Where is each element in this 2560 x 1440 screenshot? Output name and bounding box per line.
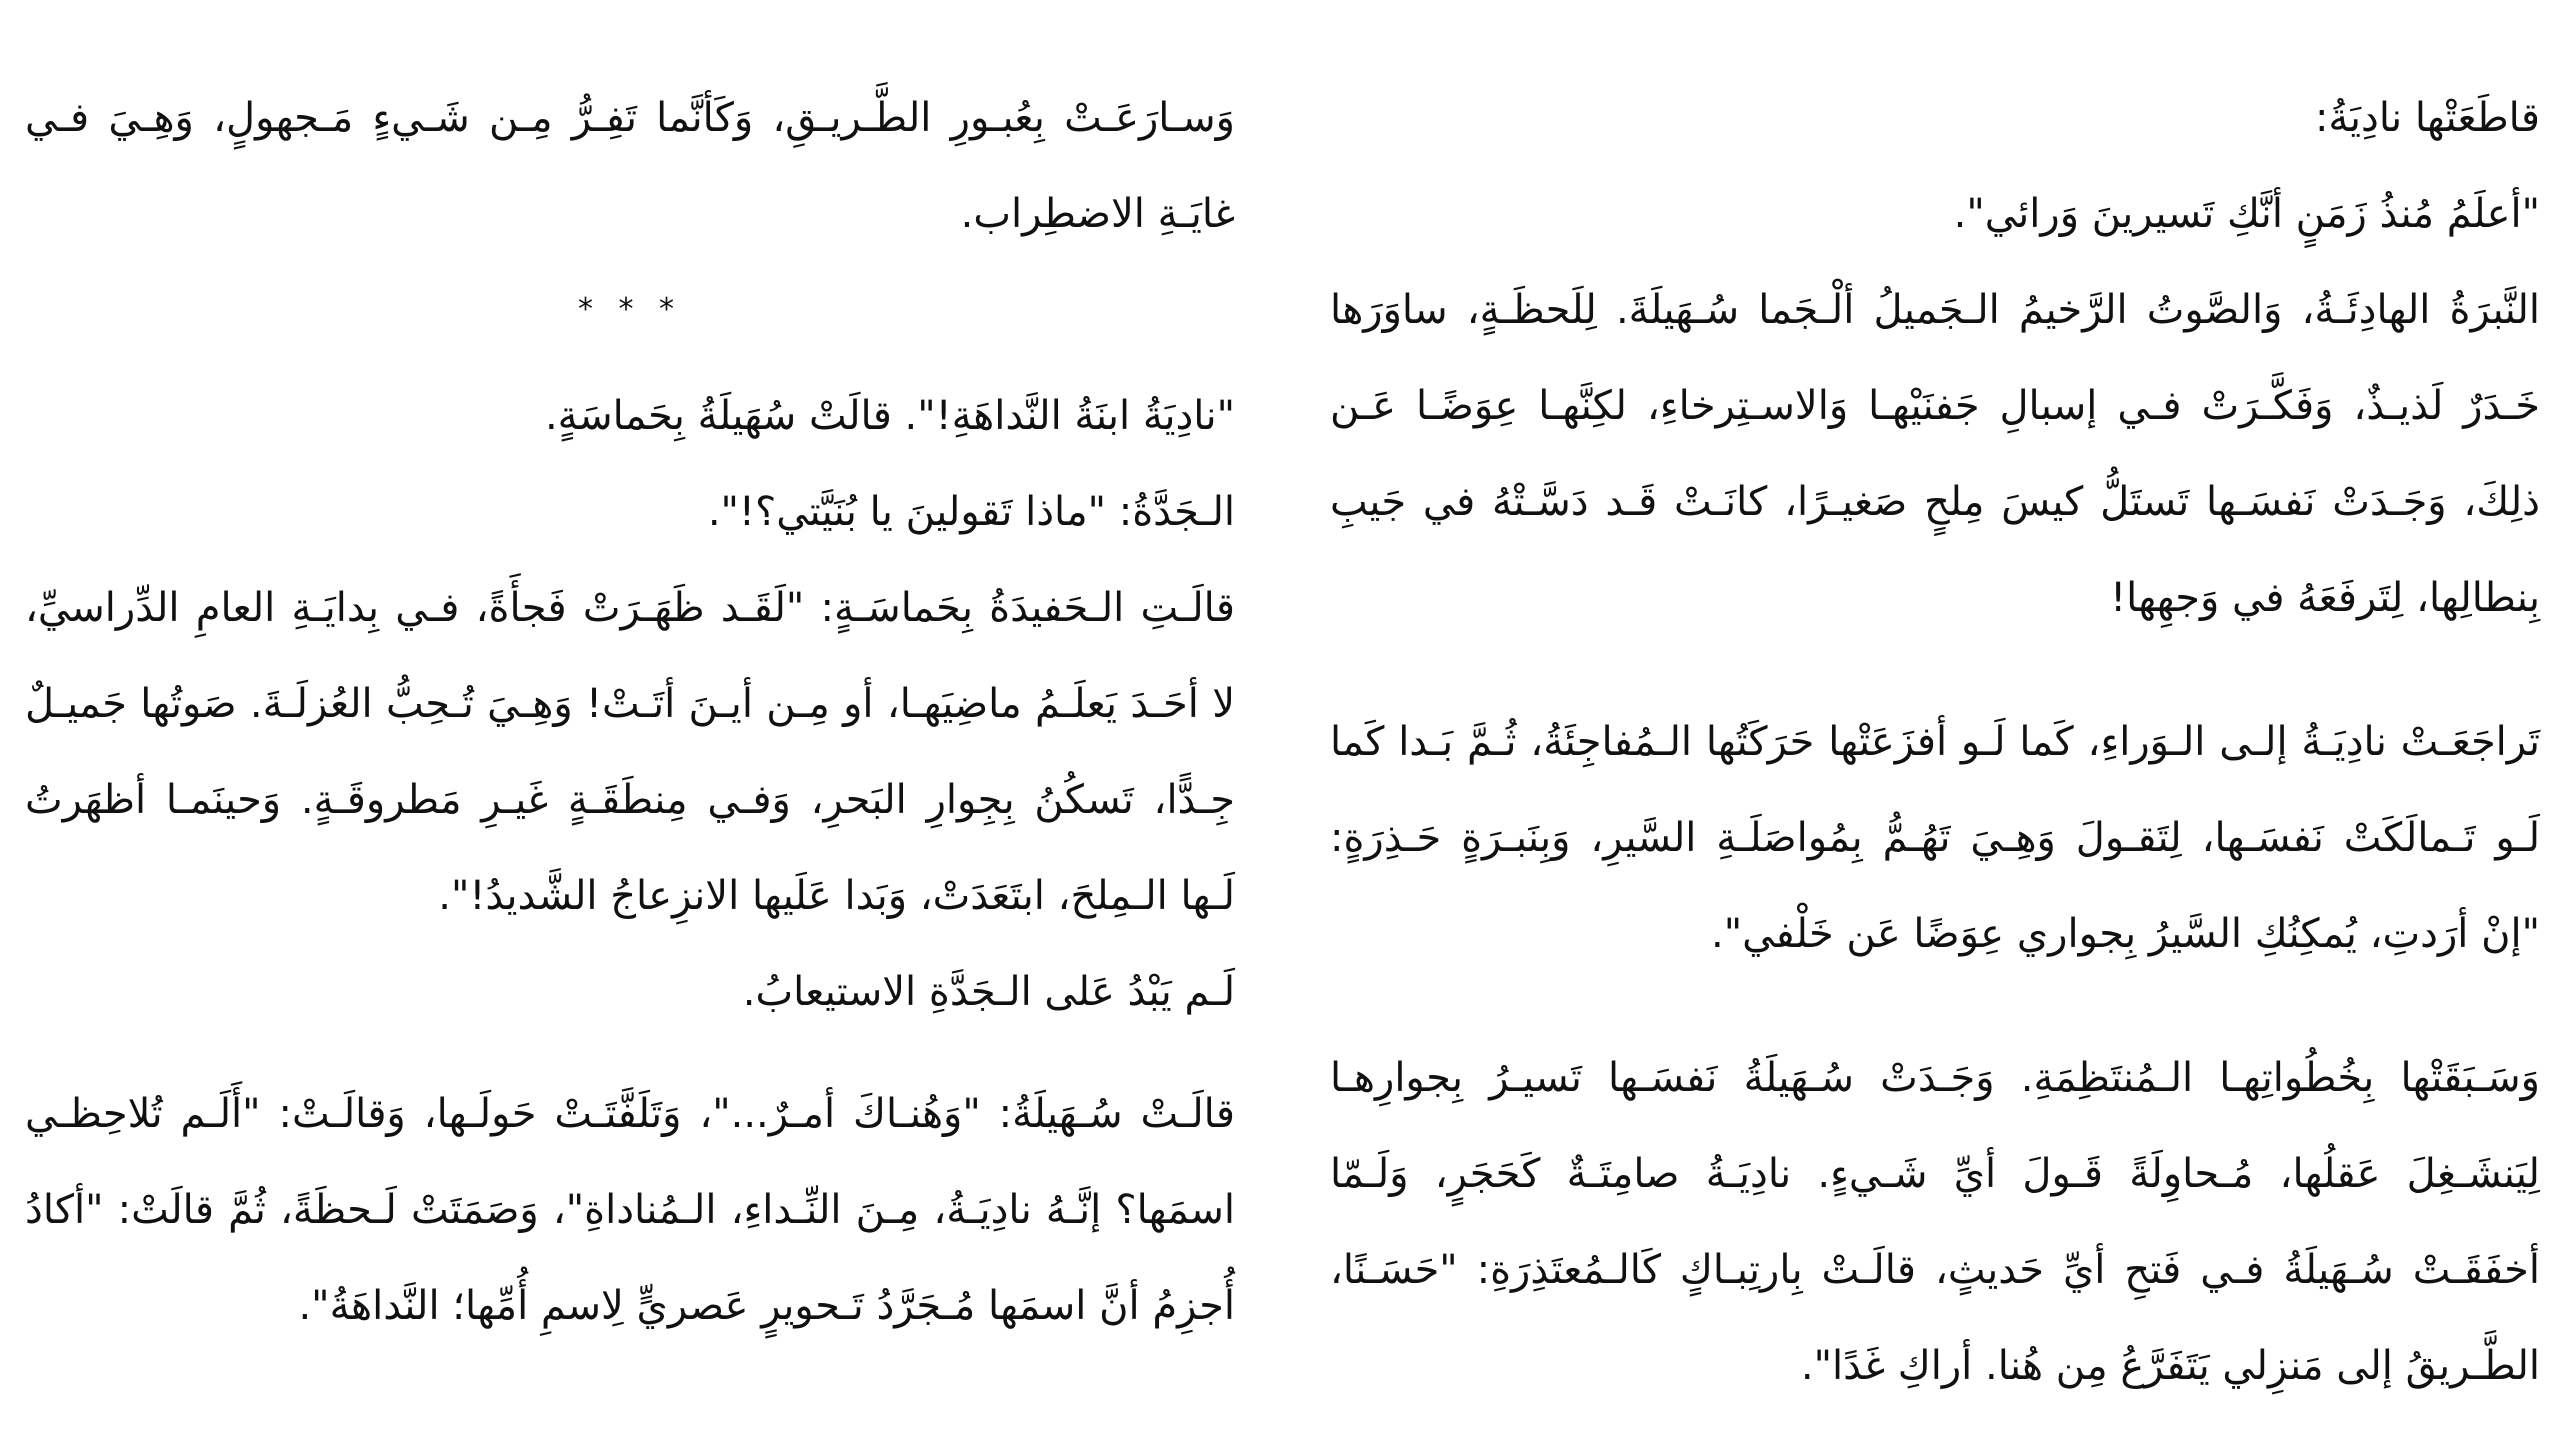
paragraph-crossing-road: وَسـارَعَـتْ بِعُبـورِ الطَّـريـقِ، وَكَأنَّما تَفِـرُّ مِـن شَـيءٍ مَـجهولٍ، وَهِـيَ فـي غايَـةِ الاضطِراب. [25,95,1235,237]
paragraph-granddaughter-explains: قالَـتِ الـحَفيدَةُ بِحَماسَـةٍ: "لَقَـد ظَهَـرَتْ فَجأَةً، فـي بِدايَـةِ العامِ الدِّراسيِّ، لا أحَـدَ يَعلَـمُ ماضِيَهـا، أو مِـن أيـنَ أتَـتْ! وَهِـيَ تُـحِبُّ العُزلَـةَ. صَوتُها جَميـلٌ جِـدًّا، تَسكُنُ بِجِوارِ البَحرِ، وَفـي مِنطَقَـةٍ غَيـرِ مَطروقَـةٍ. وَحينَمـا أظهَرتُ لَـها الـمِلحَ، ابتَعَدَتْ، وَبَدا عَلَيها الانزِعاجُ الشَّديدُ!". [25,585,1235,919]
paragraph-nadia-quote: "أعلَمُ مُنذُ زَمَنٍ أنَّكِ تَسيرينَ وَرائي". [1953,191,2540,237]
paragraph-name-theory: قالَـتْ سُـهَيلَةُ: "وَهُنـاكَ أمـرٌ..."، وَتَلَفَّتَـتْ حَولَـها، وَقالَـتْ: "أَلَـم تُلاحِظـي اسمَها؟ إنَّـهُ نادِيَـةُ، مِـنَ النِّـداءِ، الـمُناداةِ"، وَصَمَتَتْ لَـحظَةً، ثُمَّ قالَتْ: "أكادُ أُجزِمُ أنَّ اسمَها مُـجَرَّدُ تَـحويرٍ عَصريٍّ لِاسمِ أُمِّها؛ النَّداهَةُ". [25,1091,1235,1329]
left-page [25,70,1235,1354]
section-separator: * * * [577,292,683,327]
paragraph-nadia-daughter: "نادِيَةُ ابنَةُ النَّداهَةِ!". قالَتْ سُهَيلَةُ بِحَماسَةٍ. [544,393,1235,439]
paragraph-grandmother-asks: الـجَدَّةُ: "ماذا تَقولينَ يا بُنَيَّتي؟!". [707,489,1235,535]
paragraph-grandmother-puzzled: لَـم يَبْدُ عَلى الـجَدَّةِ الاستيعابُ. [742,969,1235,1015]
paragraph-walking-together: وَسَـبَقَتْها بِخُطُواتِهـا الـمُنتَظِمَةِ. وَجَـدَتْ سُـهَيلَةُ نَفسَـها تَسيـرُ بِجوارِهـا لِيَنشَـغِلَ عَقلُها، مُـحاوِلَةً قَـولَ أيِّ شَـيءٍ. نادِيَـةُ صامِتَـةٌ كَحَجَرٍ، وَلَـمّا أخفَقَـتْ سُـهَيلَةُ فـي فَتحِ أيِّ حَديثٍ، قالَـتْ بِارتِبـاكٍ كَالـمُعتَذِرَةِ: "حَسَـنًا، الطَّـريقُ إلى مَنزِلي يَتَفَرَّعُ مِن هُنا. أراكِ غَدًا". [1330,1055,2540,1389]
paragraph-nadia-steps-back: تَراجَعَـتْ نادِيَـةُ إلـى الـوَراءِ، كَما لَـو أفزَعَتْها حَرَكَتُها الـمُفاجِئَةُ، ثُـمَّ بَـدا كَما لَـو تَـمالَكَتْ نَفسَـها، لِتَقـولَ وَهِـيَ تَهُـمُّ بِمُواصَلَـةِ السَّيرِ، وَبِنَبـرَةٍ حَـذِرَةٍ: "إنْ أرَدتِ، يُمكِنُكِ السَّيرُ بِجواري عِوَضًا عَن خَلْفي". [1330,719,2540,957]
paragraph-nadia-interrupts: قاطَعَتْها نادِيَةُ: [2314,95,2540,141]
paragraph-calm-voice: النَّبرَةُ الهادِئَـةُ، وَالصَّوتُ الرَّخيمُ الـجَميلُ ألْـجَما سُـهَيلَةَ. لِلَحظَـةٍ، ساوَرَها خَـدَرٌ لَذيـذٌ، وَفَكَّـرَتْ فـي إسبالِ جَفنَيْهـا وَالاسـتِرخاءِ، لكِنَّهـا عِوَضًـا عَـن ذلِكَ، وَجَـدَتْ نَفسَـها تَستَلُّ كيسَ مِلحٍ صَغيـرًا، كانَـتْ قَـد دَسَّـتْهُ في جَيبِ بِنطالِها، لِتَرفَعَهُ في وَجهِها! [1330,287,2540,621]
right-page [1330,70,2540,1414]
